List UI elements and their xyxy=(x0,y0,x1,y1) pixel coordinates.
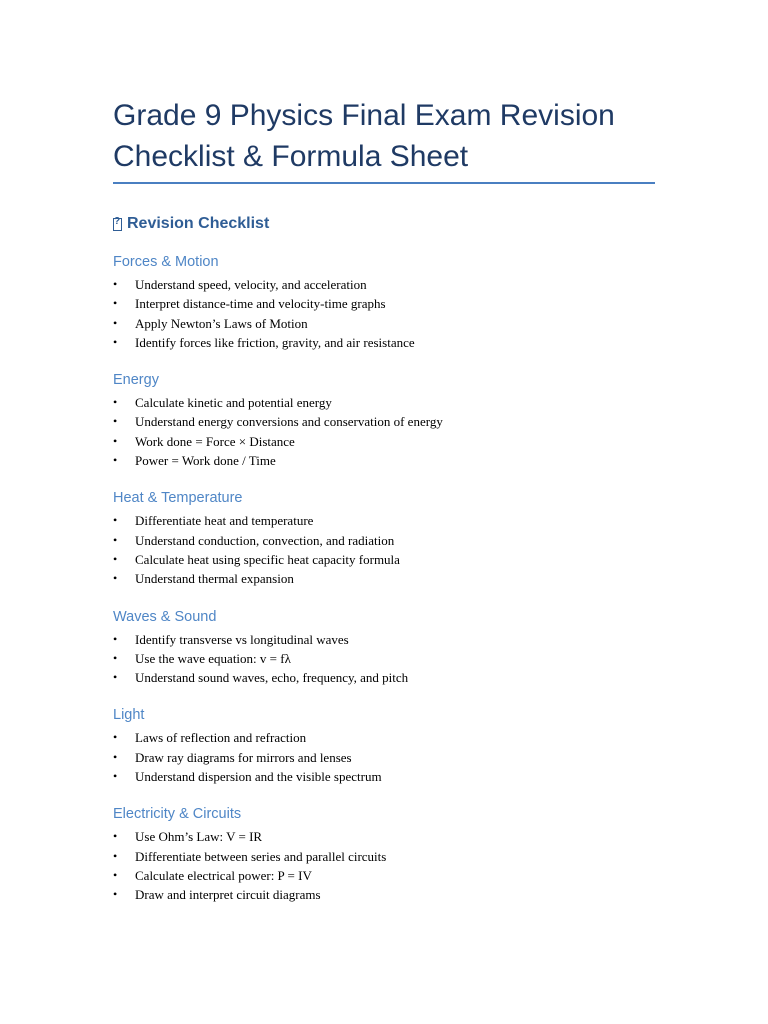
list-item-text: Apply Newton’s Laws of Motion xyxy=(135,315,308,331)
topic-section xyxy=(113,607,655,688)
section-heading-revision-checklist xyxy=(113,215,655,233)
bullet-icon: • xyxy=(113,277,118,291)
topic-section xyxy=(113,252,655,352)
list-item-text: Understand speed, velocity, and acceleration xyxy=(135,277,367,292)
list-item-text: Draw and interpret circuit diagrams xyxy=(135,887,321,903)
list-item-text: Differentiate heat and temperature xyxy=(135,513,314,529)
list-item xyxy=(113,451,655,470)
list-item xyxy=(113,748,655,767)
topic-item-list xyxy=(113,630,655,688)
list-item xyxy=(113,412,655,431)
bullet-icon: • xyxy=(113,631,118,646)
topic-heading: Heat & Temperature xyxy=(113,490,243,507)
bullet-icon: • xyxy=(113,571,118,586)
list-item-text: Understand dispersion and the visible spectrum xyxy=(135,769,382,785)
list-item-text: Laws of reflection and refraction xyxy=(135,730,307,746)
bullet-icon: • xyxy=(113,848,118,863)
bullet-icon: • xyxy=(113,551,118,566)
list-item xyxy=(113,649,655,668)
checkbox-icon xyxy=(113,218,122,231)
title-divider xyxy=(113,182,655,184)
list-item-text: Power = Work done / Time xyxy=(135,453,276,469)
bullet-icon: • xyxy=(113,395,118,410)
list-item-text: Understand thermal expansion xyxy=(135,571,294,587)
topic-item-list xyxy=(113,275,655,352)
bullet-icon: • xyxy=(113,334,118,349)
bullet-icon: • xyxy=(113,887,118,902)
bullet-icon: • xyxy=(113,315,118,330)
list-item xyxy=(113,432,655,451)
list-item xyxy=(113,668,655,687)
topic-item-list xyxy=(113,728,655,786)
list-item xyxy=(113,511,655,530)
topic-item-list xyxy=(113,393,655,470)
document-title: Grade 9 Physics Final Exam Revision Checklist & Formula Sheet xyxy=(113,99,615,173)
list-item-text: Identify transverse vs longitudinal waves xyxy=(135,631,349,647)
topic-section xyxy=(113,488,655,588)
bullet-icon: • xyxy=(113,296,118,311)
list-item-text: Understand conduction, convection, and radiation xyxy=(135,532,395,548)
list-item-text: Understand energy conversions and conservation of energy xyxy=(135,414,443,430)
topics-list xyxy=(113,252,655,905)
list-item-text: Use the wave equation: v = fλ xyxy=(135,650,291,666)
bullet-icon: • xyxy=(113,829,118,844)
bullet-icon: • xyxy=(113,650,118,665)
list-item xyxy=(113,728,655,747)
topic-item-list xyxy=(113,827,655,904)
list-item xyxy=(113,847,655,866)
list-item-text: Draw ray diagrams for mirrors and lenses xyxy=(135,749,352,765)
list-item xyxy=(113,314,655,333)
list-item xyxy=(113,827,655,846)
list-item xyxy=(113,767,655,786)
list-item-text: Differentiate between series and parallel circuits xyxy=(135,848,387,864)
list-item xyxy=(113,569,655,588)
bullet-icon: • xyxy=(113,414,118,429)
list-item xyxy=(113,866,655,885)
list-item xyxy=(113,531,655,550)
list-item-text: Interpret distance-time and velocity-time graphs xyxy=(135,296,386,312)
list-item xyxy=(113,550,655,569)
list-item-text: Calculate kinetic and potential energy xyxy=(135,395,332,411)
topic-section xyxy=(113,370,655,470)
bullet-icon: • xyxy=(113,513,118,528)
list-item-text: Calculate electrical power: P = IV xyxy=(135,867,312,883)
topic-heading: Forces & Motion xyxy=(113,254,219,270)
list-item-text: Use Ohm’s Law: V = IR xyxy=(135,829,263,845)
list-item-text: Calculate heat using specific heat capacity formula xyxy=(135,551,400,567)
bullet-icon: • xyxy=(113,670,118,685)
topic-heading: Waves & Sound xyxy=(113,608,217,625)
list-item xyxy=(113,393,655,412)
section-heading-label: Revision Checklist xyxy=(127,215,270,232)
bullet-icon: • xyxy=(113,453,118,468)
topic-item-list xyxy=(113,511,655,588)
bullet-icon: • xyxy=(113,433,118,448)
list-item-text: Identify forces like friction, gravity, and air resistance xyxy=(135,334,415,350)
topic-section xyxy=(113,804,655,904)
document-page xyxy=(113,95,655,905)
list-item xyxy=(113,294,655,313)
bullet-icon: • xyxy=(113,730,118,745)
bullet-icon: • xyxy=(113,749,118,764)
list-item xyxy=(113,885,655,904)
topic-heading: Electricity & Circuits xyxy=(113,806,242,823)
topic-heading: Energy xyxy=(113,372,159,389)
list-item-text: Understand sound waves, echo, frequency, and pitch xyxy=(135,670,409,686)
list-item xyxy=(113,333,655,352)
bullet-icon: • xyxy=(113,532,118,547)
topic-heading: Light xyxy=(113,707,145,724)
bullet-icon: • xyxy=(113,769,118,784)
list-item-text: Work done = Force × Distance xyxy=(135,433,295,449)
topic-section xyxy=(113,705,655,786)
bullet-icon: • xyxy=(113,867,118,882)
list-item xyxy=(113,630,655,649)
list-item xyxy=(113,275,655,294)
